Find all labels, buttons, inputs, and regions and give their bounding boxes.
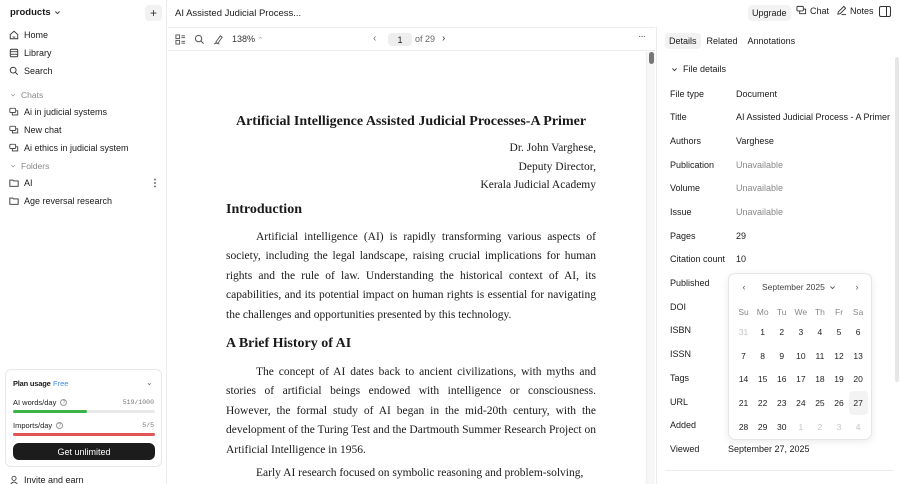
field-label: ISBN: [670, 325, 692, 335]
ai-words-progress-fill: [13, 410, 87, 413]
calendar-day[interactable]: 23: [777, 397, 787, 408]
upgrade-button[interactable]: [748, 5, 791, 21]
section-heading: A Brief History of AI: [226, 336, 352, 351]
help-icon[interactable]: ?: [60, 399, 67, 406]
sidebar-item-search[interactable]: [9, 66, 53, 76]
new-button[interactable]: [145, 5, 162, 21]
paragraph: Early AI research focused on symbolic reasoning and problem-solving,: [256, 467, 584, 479]
folder-menu-icon[interactable]: ⋮: [150, 178, 160, 189]
calendar-day[interactable]: 31: [738, 326, 749, 337]
weekday-label: Su: [738, 306, 749, 317]
section-label: Folders: [21, 161, 50, 171]
chat-icon: [9, 125, 19, 135]
field-label: DOI: [670, 302, 687, 312]
field-label: ISSN: [670, 349, 692, 359]
weekday-label: Fr: [835, 306, 844, 317]
invite-and-earn-link[interactable]: [9, 475, 84, 484]
chat-icon: [796, 5, 807, 16]
chat-item[interactable]: [9, 107, 107, 117]
calendar-day[interactable]: 14: [738, 374, 749, 385]
pencil-icon: [836, 5, 847, 16]
sidebar-item-home[interactable]: [9, 30, 48, 40]
tab-annotations[interactable]: Annotations: [747, 36, 796, 46]
workspace-switcher[interactable]: [10, 7, 61, 18]
folder-item[interactable]: [9, 178, 33, 188]
library-icon: [9, 48, 19, 58]
calendar-day[interactable]: 10: [796, 350, 806, 361]
calendar-day[interactable]: 5: [836, 326, 842, 337]
author-line: Kerala Judicial Academy: [480, 179, 596, 191]
calendar-day[interactable]: 24: [796, 397, 806, 408]
calendar-day[interactable]: 22: [757, 397, 768, 408]
ai-words-value: 519/1000: [122, 399, 154, 406]
tab-related[interactable]: Related: [706, 36, 738, 46]
workspace-name: products: [10, 7, 51, 18]
more-options-icon[interactable]: ···: [638, 31, 645, 42]
search-icon[interactable]: [194, 34, 205, 45]
calendar-day[interactable]: 4: [817, 326, 823, 337]
chat-item[interactable]: [9, 143, 129, 153]
pdf-page: [168, 52, 646, 484]
field-label: URL: [670, 397, 689, 407]
thumbnails-icon[interactable]: [175, 34, 186, 45]
field-label: Published: [670, 278, 710, 288]
field-value[interactable]: Unavailable: [736, 183, 784, 193]
notes-button[interactable]: [836, 5, 874, 16]
home-icon: [9, 30, 19, 40]
zoom-level[interactable]: [232, 34, 263, 44]
weekday-label: Sa: [852, 306, 864, 317]
month-label: September 2025: [762, 282, 825, 292]
notes-label: Notes: [850, 5, 874, 16]
author-line: Dr. John Varghese,: [509, 142, 596, 154]
paragraph: Artificial intelligence (AI) is rapidly transforming various aspects of society, including the legal landscape, raising crucial implications for human rights and the rule of law. Understanding the historical context of AI, its capabilities, and its potential impact on human rights is essential for navigating the challenges and opportunities presented by this technology.: [226, 231, 596, 321]
plan-usage-title: Plan usage: [13, 379, 51, 388]
chevron-down-icon: [671, 66, 678, 73]
calendar-day[interactable]: 9: [779, 350, 785, 361]
calendar-day[interactable]: 1: [760, 326, 765, 337]
document-scrollbar[interactable]: [646, 52, 655, 484]
upgrade-label: Upgrade: [752, 8, 787, 18]
field-value[interactable]: Document: [736, 89, 778, 99]
chevron-down-icon: [829, 284, 836, 291]
imports-progress: [13, 433, 155, 436]
calendar-day[interactable]: 16: [777, 374, 787, 385]
highlight-icon[interactable]: [213, 34, 224, 45]
calendar-day[interactable]: 18: [815, 374, 825, 385]
help-icon[interactable]: ?: [56, 422, 63, 429]
calendar-day[interactable]: 26: [834, 397, 844, 408]
sidebar: [0, 0, 167, 484]
weekday-label: Tu: [776, 306, 787, 317]
prev-page-button[interactable]: ‹: [373, 33, 377, 44]
calendar-days: [734, 320, 868, 438]
field-label: Title: [670, 112, 687, 122]
author-line: Deputy Director,: [518, 161, 596, 173]
field-label: Viewed: [670, 444, 700, 454]
chat-label: New chat: [24, 125, 62, 135]
plan-usage-card: [5, 369, 162, 467]
panel-scrollbar[interactable]: [895, 57, 899, 382]
field-label: Pages: [670, 231, 696, 241]
chat-button[interactable]: [796, 5, 829, 16]
calendar-day[interactable]: 8: [760, 350, 765, 361]
field-value[interactable]: 10: [736, 254, 747, 264]
chats-section-toggle[interactable]: [10, 90, 43, 100]
toggle-panel-icon[interactable]: [879, 6, 891, 17]
file-details-toggle[interactable]: [671, 64, 726, 74]
plan-tier-badge: Free: [53, 379, 69, 388]
weekday-label: Th: [814, 306, 825, 317]
zoom-value: 138%: [232, 34, 256, 44]
page-count: of 29: [415, 34, 436, 44]
chevron-up-icon: ⌃: [257, 37, 264, 44]
calendar-day[interactable]: 1: [798, 421, 804, 432]
imports-row: [13, 421, 63, 430]
chevron-down-icon: [10, 92, 16, 98]
folders-section-toggle[interactable]: [10, 161, 49, 171]
ai-words-progress: [13, 410, 155, 413]
calendar-day[interactable]: 29: [757, 421, 768, 432]
calendar-day[interactable]: 30: [777, 421, 787, 432]
field-value[interactable]: Unavailable: [736, 207, 784, 217]
weekday-label: We: [794, 306, 808, 317]
calendar-day-selected[interactable]: 27: [849, 391, 868, 415]
field-label: Volume: [670, 183, 701, 193]
gift-icon: [9, 475, 19, 484]
calendar-day[interactable]: 20: [853, 374, 863, 385]
next-month-button[interactable]: ›: [855, 282, 859, 292]
folder-icon: [9, 178, 19, 188]
chat-icon: [9, 107, 19, 117]
sidebar-item-library[interactable]: [9, 48, 52, 58]
folder-label: AI: [24, 178, 33, 188]
divider: [665, 470, 893, 471]
field-value[interactable]: Unavailable: [736, 160, 784, 170]
section-title: File details: [683, 64, 727, 74]
field-value[interactable]: AI Assisted Judicial Process - A Primer: [736, 112, 891, 122]
folder-icon: [9, 196, 19, 206]
field-label: Added: [670, 420, 697, 430]
next-page-button[interactable]: ›: [442, 33, 446, 44]
chevron-down-icon: [54, 9, 61, 16]
calendar-day[interactable]: 17: [796, 374, 806, 385]
section-label: Chats: [21, 90, 44, 100]
document-heading: Artificial Intelligence Assisted Judicial Processes-A Primer: [235, 114, 587, 129]
calendar-day[interactable]: 13: [853, 350, 863, 361]
plus-icon: +: [149, 6, 157, 20]
calendar-day[interactable]: 12: [834, 350, 844, 361]
tab-details[interactable]: Details: [665, 33, 701, 49]
calendar-day[interactable]: 3: [836, 421, 842, 432]
sidebar-item-label: Search: [24, 66, 53, 76]
calendar-day[interactable]: 2: [779, 326, 785, 337]
folder-item[interactable]: [9, 196, 112, 206]
field-label: Publication: [670, 160, 715, 170]
sidebar-item-label: Library: [24, 48, 52, 58]
field-value[interactable]: 29: [736, 231, 747, 241]
calendar-day[interactable]: 21: [738, 397, 749, 408]
prev-month-button[interactable]: ‹: [742, 282, 746, 292]
field-label: Authors: [670, 136, 702, 146]
search-icon: [9, 66, 19, 76]
folder-label: Age reversal research: [24, 196, 113, 206]
chevron-down-icon: [10, 163, 16, 169]
section-heading: Introduction: [226, 202, 302, 217]
calendar-day[interactable]: 4: [855, 421, 861, 432]
calendar-day[interactable]: 15: [757, 374, 768, 385]
paragraph: The concept of AI dates back to ancient civilizations, with myths and stories of artificial beings endowed with intelligence or consciousness. However, the formal study of AI began in the mid-20th century, with the development of the Turing Test and the Dartmouth Summer Research Project on Artificial Intelligence in 1956.: [226, 366, 596, 456]
field-label: Issue: [670, 207, 692, 217]
field-label: File type: [670, 89, 705, 99]
ai-words-row: [13, 398, 67, 407]
calendar-day[interactable]: 25: [815, 397, 825, 408]
imports-value: 5/5: [142, 422, 154, 429]
weekday-header: [734, 304, 868, 319]
field-label: Tags: [670, 373, 690, 383]
panel-tabs: [665, 33, 799, 49]
imports-label: Imports/day: [13, 421, 53, 430]
calendar-day[interactable]: 28: [738, 421, 749, 432]
weekday-label: Mo: [756, 306, 769, 317]
field-label: Citation count: [670, 254, 726, 264]
calendar-day[interactable]: 7: [741, 350, 746, 361]
invite-label: Invite and earn: [24, 475, 84, 484]
pdf-toolbar: [168, 27, 655, 51]
calendar-day[interactable]: 3: [798, 326, 804, 337]
get-unlimited-button[interactable]: Get unlimited: [13, 443, 155, 460]
chat-item[interactable]: [9, 125, 62, 135]
ai-words-label: AI words/day: [13, 398, 57, 407]
field-value[interactable]: Varghese: [736, 136, 774, 146]
field-value[interactable]: September 27, 2025: [728, 444, 810, 454]
date-picker-popover: [728, 273, 872, 440]
chevron-down-icon[interactable]: ⌄: [146, 378, 153, 387]
calendar-day[interactable]: 2: [817, 421, 823, 432]
calendar-day[interactable]: 19: [834, 374, 844, 385]
chat-label: Ai ethics in judicial system: [24, 143, 129, 153]
chat-label: Chat: [810, 5, 830, 16]
scrollbar-thumb[interactable]: [649, 52, 654, 64]
imports-progress-fill: [13, 433, 155, 436]
chat-icon: [9, 143, 19, 153]
document-title: AI Assisted Judicial Process...: [175, 8, 302, 19]
page-number-input[interactable]: 1: [388, 33, 412, 46]
sidebar-item-label: Home: [24, 30, 49, 40]
calendar-day[interactable]: 6: [855, 326, 861, 337]
month-selector[interactable]: [762, 282, 836, 292]
calendar-day[interactable]: 11: [815, 350, 825, 361]
chat-label: Ai in judicial systems: [24, 107, 108, 117]
